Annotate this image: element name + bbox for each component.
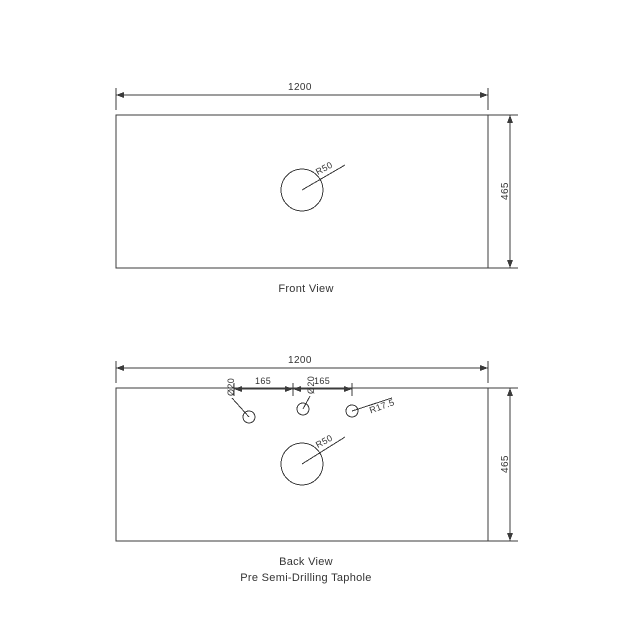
taphole-center-diameter-label: Ø20 <box>306 375 316 394</box>
back-view-caption-line2: Pre Semi-Drilling Taphole <box>240 572 372 584</box>
back-basin-radius-label: R50 <box>314 432 335 450</box>
back-view-body <box>116 388 488 541</box>
taphole-left-diameter-label: Ø20 <box>226 377 236 396</box>
back-height-dim-label: 465 <box>500 455 511 473</box>
back-width-dim-label: 1200 <box>288 355 312 366</box>
front-width-dim-label: 1200 <box>288 82 312 93</box>
back-spacing-right-label: 165 <box>314 376 331 386</box>
front-view-body <box>116 115 488 268</box>
back-spacing-left-label: 165 <box>255 376 272 386</box>
front-height-dim-label: 465 <box>500 182 511 200</box>
front-view-caption: Front View <box>278 283 334 295</box>
back-view-caption-line1: Back View <box>279 556 333 568</box>
taphole-left-leader <box>232 398 249 417</box>
taphole-radius-label: R17.5 <box>368 397 396 416</box>
front-basin-radius-label: R50 <box>314 159 335 177</box>
